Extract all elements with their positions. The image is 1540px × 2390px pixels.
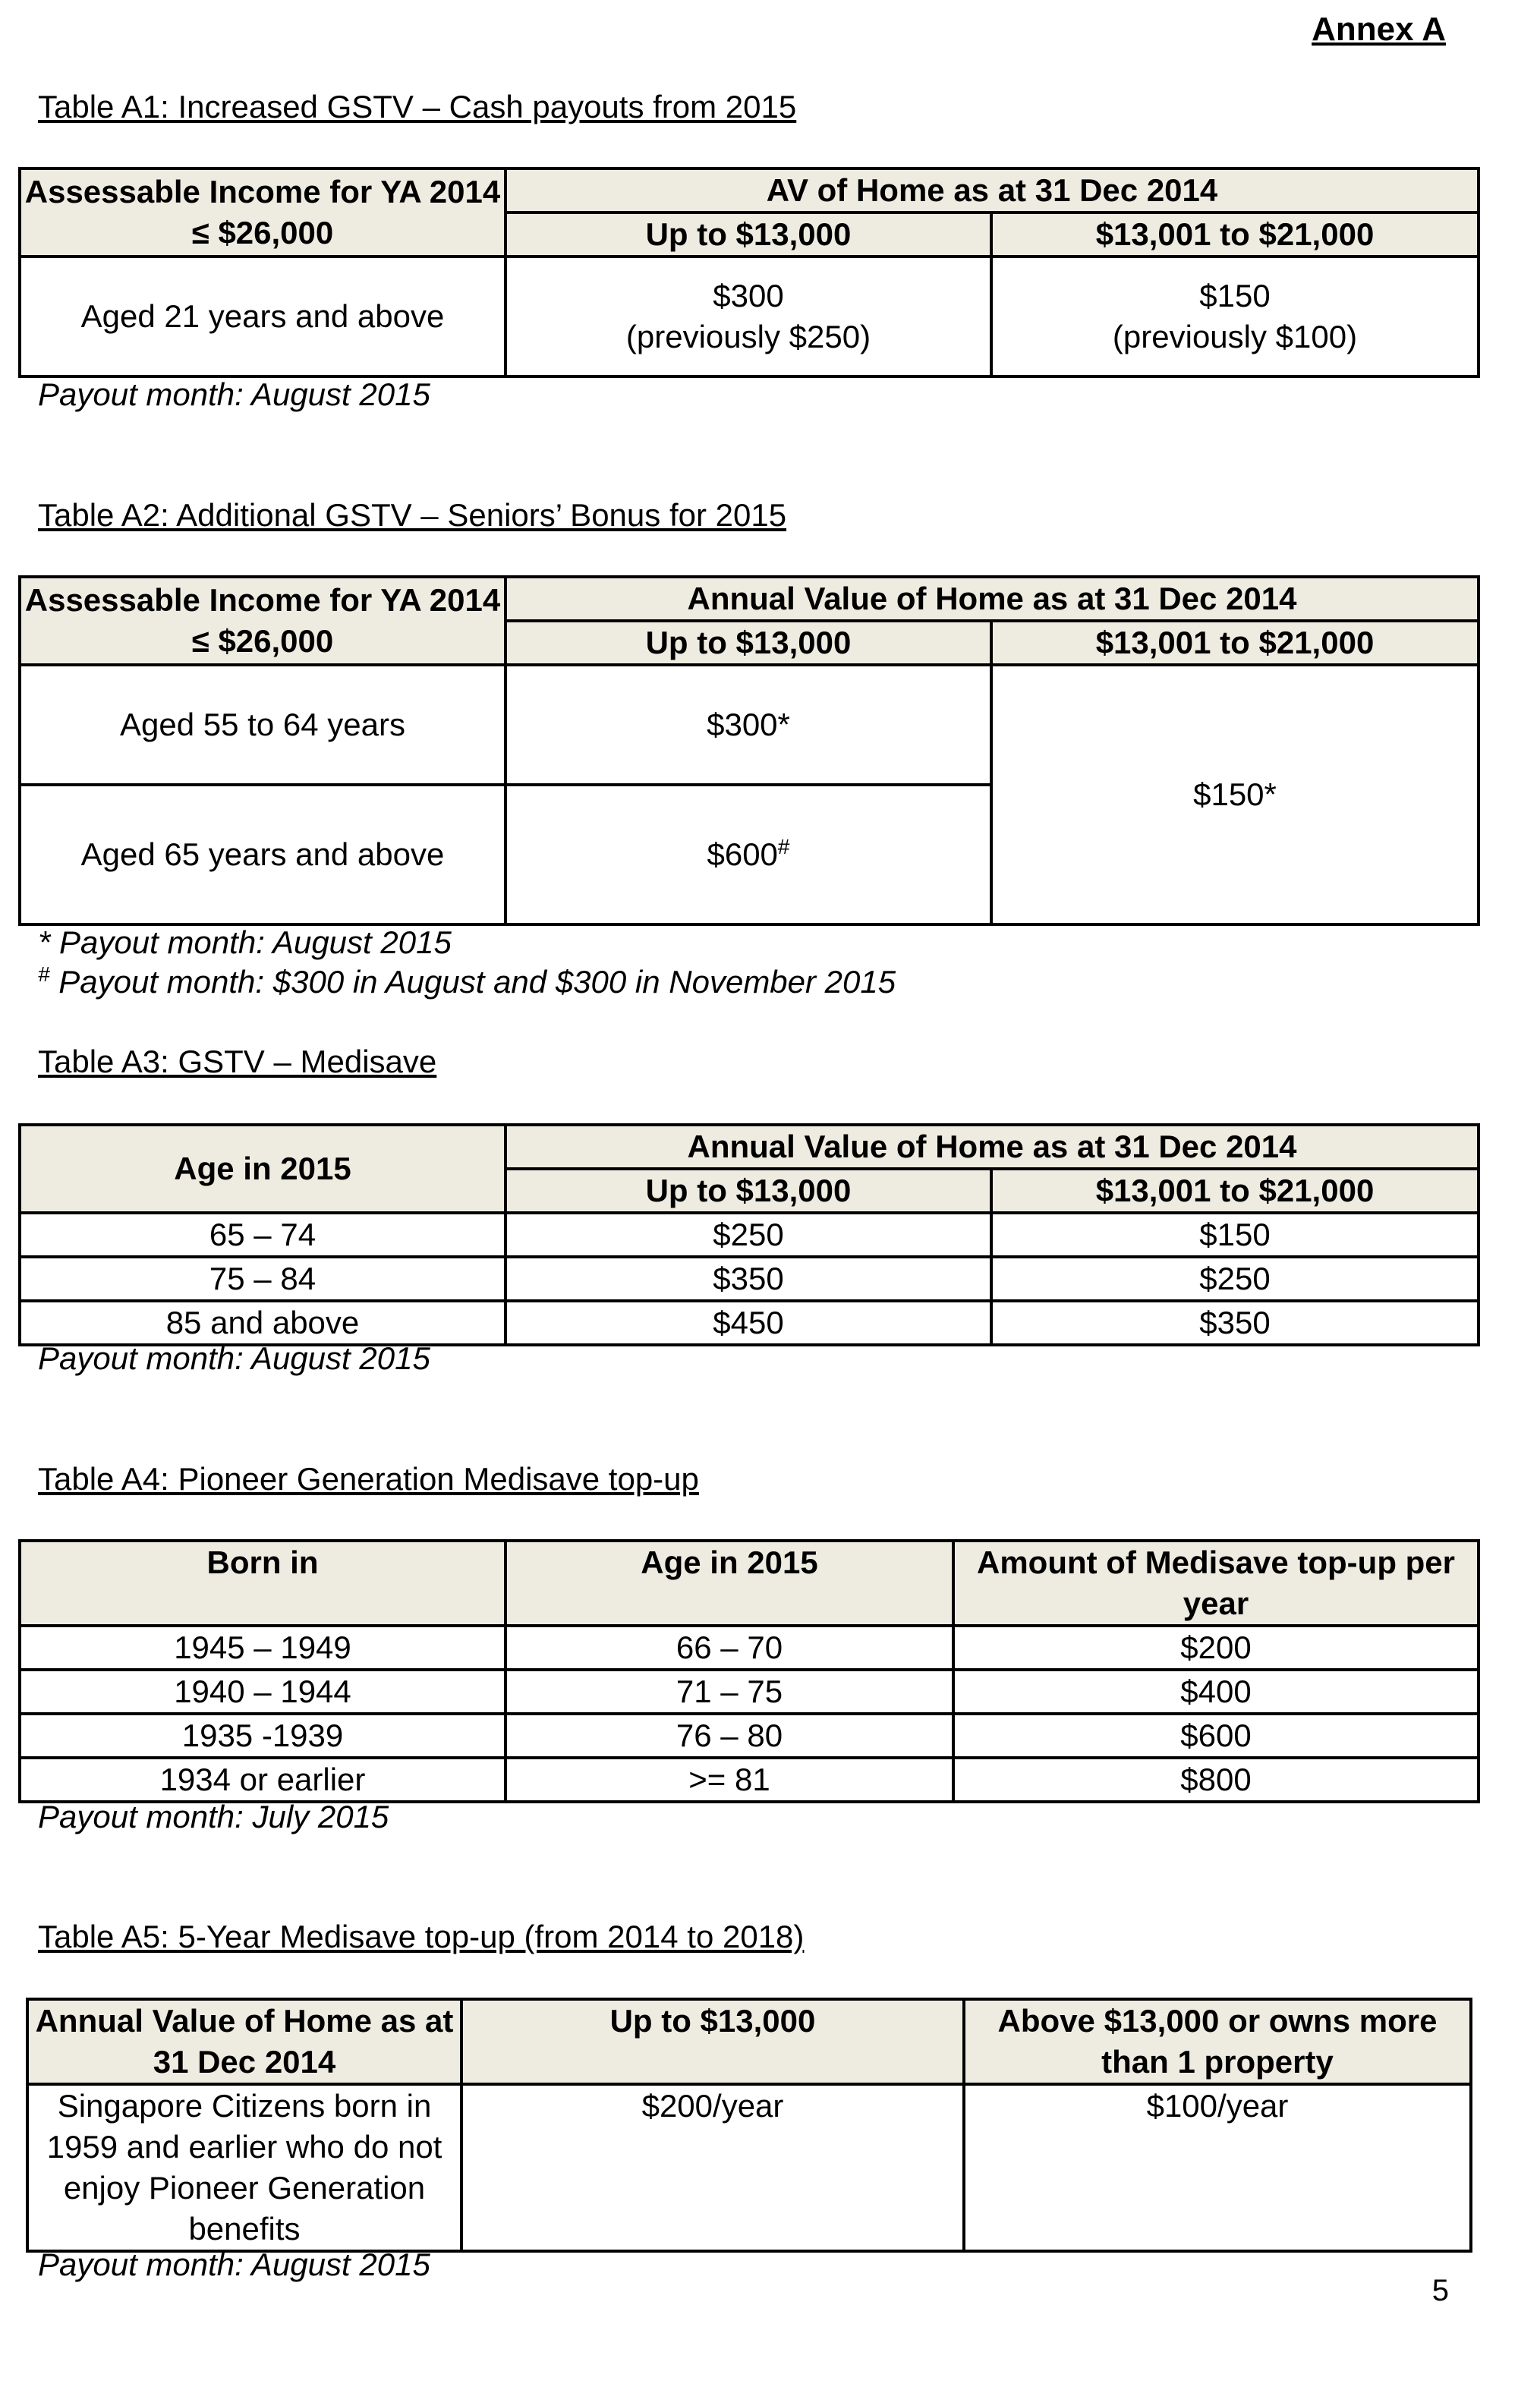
table-a2-title: Table A2: Additional GSTV – Seniors’ Bonus for 2015 — [38, 497, 787, 533]
a3-value-1: $250 — [505, 1213, 991, 1257]
table-a3 — [18, 1123, 1480, 1346]
a3-value-1: $350 — [505, 1257, 991, 1301]
a2-merged-value: $150* — [991, 665, 1479, 924]
table-a1-title: Table A1: Increased GSTV – Cash payouts from 2015 — [38, 89, 797, 124]
a2-note-2-text: Payout month: $300 in August and $300 in November 2015 — [49, 964, 896, 1000]
a3-payout-note: Payout month: August 2015 — [38, 1340, 430, 1376]
a1-col1-header: Assessable Income for YA 2014 ≤ $26,000 — [20, 168, 505, 257]
a5-header-up-to: Up to $13,000 — [461, 1999, 964, 2084]
table-a3-title: Table A3: GSTV – Medisave — [38, 1044, 437, 1079]
a1-row-label: Aged 21 years and above — [20, 257, 505, 376]
table-a2 — [18, 575, 1480, 926]
a1-group-header: AV of Home as at 31 Dec 2014 — [505, 168, 1479, 213]
a1-value-1-amount: $300 — [713, 278, 784, 313]
a4-header-age: Age in 2015 — [505, 1541, 953, 1626]
table-a5-title: Table A5: 5-Year Medisave top-up (from 2014 to 2018) — [38, 1919, 805, 1954]
a4-born: 1940 – 1944 — [20, 1670, 505, 1714]
a3-value-1: $450 — [505, 1301, 991, 1345]
a1-value-2-amount: $150 — [1199, 278, 1271, 313]
a2-row2-label: Aged 65 years and above — [20, 785, 505, 924]
a2-sub-header-1: Up to $13,000 — [505, 621, 991, 665]
a4-amount: $200 — [953, 1626, 1479, 1670]
table-a4-title: Table A4: Pioneer Generation Medisave top-up — [38, 1461, 699, 1497]
a4-age: 76 – 80 — [505, 1714, 953, 1758]
a1-value-1 — [505, 257, 991, 376]
table-row — [20, 1714, 1479, 1758]
a4-born: 1935 -1939 — [20, 1714, 505, 1758]
table-row — [20, 1213, 1479, 1257]
a3-age: 65 – 74 — [20, 1213, 505, 1257]
a3-group-header: Annual Value of Home as at 31 Dec 2014 — [505, 1125, 1479, 1169]
a1-value-2 — [991, 257, 1479, 376]
a5-value-1: $200/year — [461, 2084, 964, 2251]
table-row — [27, 2084, 1471, 2251]
a5-header-above: Above $13,000 or owns more than 1 property — [964, 1999, 1471, 2084]
page-number: 5 — [1431, 2274, 1449, 2307]
a4-amount: $800 — [953, 1758, 1479, 1802]
a2-col1-header: Assessable Income for YA 2014 ≤ $26,000 — [20, 577, 505, 665]
table-a4 — [18, 1539, 1480, 1803]
a1-sub-header-2: $13,001 to $21,000 — [991, 213, 1479, 257]
a4-header-born: Born in — [20, 1541, 505, 1626]
a4-age: >= 81 — [505, 1758, 953, 1802]
a4-amount: $400 — [953, 1670, 1479, 1714]
a4-born: 1945 – 1949 — [20, 1626, 505, 1670]
annex-label: Annex A — [1312, 11, 1446, 48]
a1-payout-note: Payout month: August 2015 — [38, 376, 430, 412]
a2-row2-amount: $600 — [707, 836, 778, 872]
a2-note-1: * Payout month: August 2015 — [38, 924, 452, 960]
a2-row2-value — [505, 785, 991, 924]
a3-value-2: $250 — [991, 1257, 1479, 1301]
a1-value-1-previous: (previously $250) — [625, 319, 871, 354]
a3-col1-header: Age in 2015 — [20, 1125, 505, 1213]
table-a5 — [26, 1998, 1472, 2253]
a2-sub-header-2: $13,001 to $21,000 — [991, 621, 1479, 665]
a5-header-av: Annual Value of Home as at 31 Dec 2014 — [27, 1999, 461, 2084]
table-row — [20, 1257, 1479, 1301]
a4-payout-note: Payout month: July 2015 — [38, 1799, 389, 1834]
table-row — [20, 1758, 1479, 1802]
a2-row1-value: $300* — [505, 665, 991, 785]
a4-header-amount: Amount of Medisave top-up per year — [953, 1541, 1479, 1626]
a4-born: 1934 or earlier — [20, 1758, 505, 1802]
a4-age: 71 – 75 — [505, 1670, 953, 1714]
a5-row-label: Singapore Citizens born in 1959 and earlier who do not enjoy Pioneer Generation benefits — [27, 2084, 461, 2251]
table-row — [20, 1670, 1479, 1714]
a1-value-2-previous: (previously $100) — [1112, 319, 1358, 354]
table-a1 — [18, 167, 1480, 378]
a3-age: 75 – 84 — [20, 1257, 505, 1301]
a4-amount: $600 — [953, 1714, 1479, 1758]
a2-group-header: Annual Value of Home as at 31 Dec 2014 — [505, 577, 1479, 621]
table-row — [20, 1626, 1479, 1670]
a4-age: 66 – 70 — [505, 1626, 953, 1670]
a2-row1-label: Aged 55 to 64 years — [20, 665, 505, 785]
a3-sub-header-2: $13,001 to $21,000 — [991, 1169, 1479, 1213]
a2-note-2 — [38, 964, 896, 1000]
table-row — [20, 1301, 1479, 1345]
a5-payout-note: Payout month: August 2015 — [38, 2247, 430, 2282]
a2-note-2-mark: # — [38, 962, 50, 986]
a1-sub-header-1: Up to $13,000 — [505, 213, 991, 257]
a3-sub-header-1: Up to $13,000 — [505, 1169, 991, 1213]
a3-age: 85 and above — [20, 1301, 505, 1345]
a2-row2-mark: # — [777, 835, 790, 858]
a3-value-2: $350 — [991, 1301, 1479, 1345]
a3-value-2: $150 — [991, 1213, 1479, 1257]
a5-value-2: $100/year — [964, 2084, 1471, 2251]
